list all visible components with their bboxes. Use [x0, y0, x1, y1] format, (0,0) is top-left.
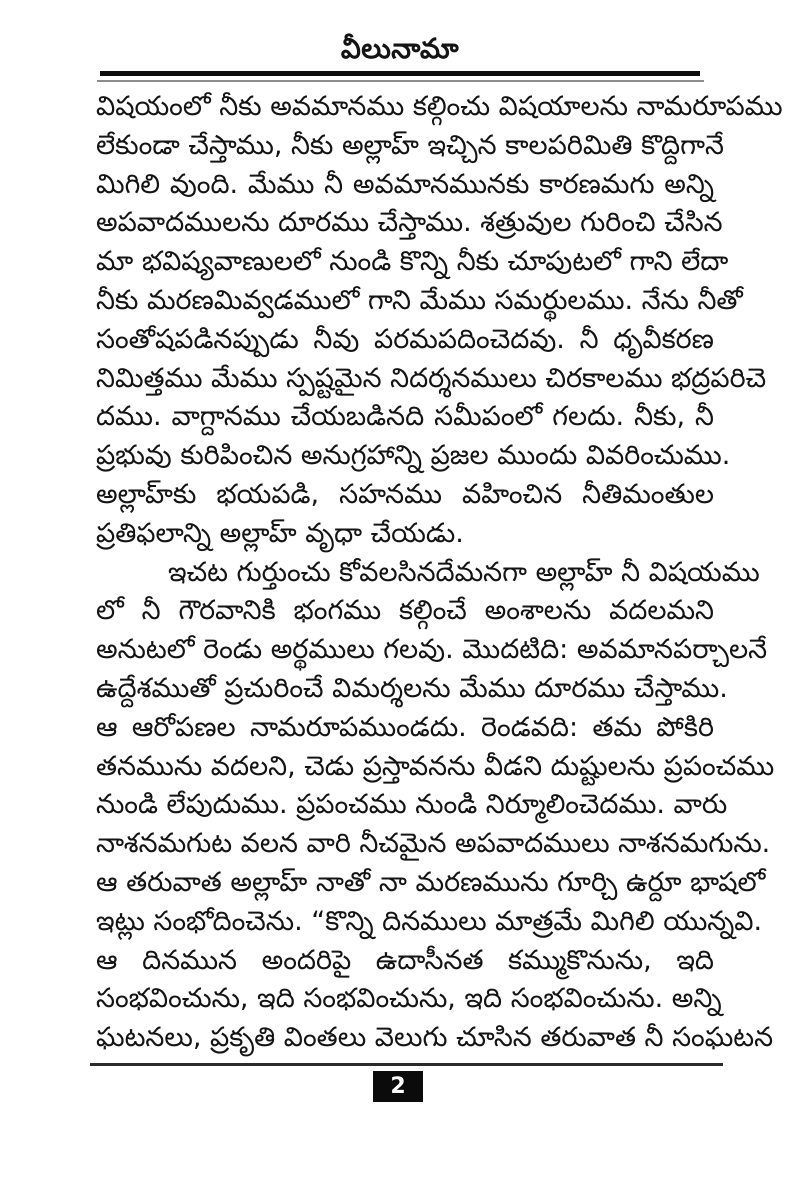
text-line: నిమిత్తము మేము స్పష్టమైన నిదర్శనములు చిరకాలము భద్రపరిచె: [96, 362, 767, 394]
text-line: ప్రతిఫలాన్ని అల్లాహ్ వృధా చేయడు.: [96, 517, 464, 549]
text-line: ఆ దినమున అందరిపై ఉదాసీనత కమ్ముకొనును, ఇది: [96, 944, 714, 976]
text-line: దము. వాగ్దానము చేయబడినది సమీపంలో గలదు. నీకు, నీ: [96, 401, 714, 433]
text-line: అపవాదములను దూరము చేస్తాము. శత్రువుల గురించి చేసిన: [96, 207, 723, 239]
header-rule-thin: [97, 80, 704, 82]
text-line: ఆ తరువాత అల్లాహ్ నాతో నా మరణమును గూర్చి ఉర్దూ భాషలో: [96, 866, 766, 898]
text-line: మిగిలి వుంది. మేము నీ అవమానమునకు కారణమగు అన్ని: [96, 168, 714, 200]
footer-rule: [90, 1063, 723, 1066]
page-title: వీలునామా: [340, 32, 460, 65]
text-line: లో నీ గౌరవానికి భంగము కల్గించే అంశాలను వదలమని: [96, 595, 714, 627]
page-number-badge: 2: [373, 1071, 423, 1102]
text-line: అనుటలో రెండు అర్థములు గలవు. మొదటిది: అవమానపర్చాలనే: [96, 634, 768, 666]
text-line: లేకుండా చేస్తాము, నీకు అల్లాహ్ ఇచ్చిన కాలపరిమితి కొద్దిగానే: [96, 129, 724, 161]
text-line: సంభవించును, ఇది సంభవించును, ఇది సంభవించును. అన్ని: [96, 983, 722, 1015]
text-line: ఇచట గుర్తుంచు కోవలసినదేమనగా అల్లాహ్ నీ విషయము: [168, 556, 760, 588]
text-line: నీకు మరణమివ్వడములో గాని మేము సమర్థులము. నేను నీతో: [96, 284, 743, 316]
text-line: ఉద్దేశముతో ప్రచురించే విమర్శలను మేము దూరము చేస్తాము.: [96, 672, 728, 704]
text-line: ఘటనలు, ప్రకృతి వింతలు వెలుగు చూసిన తరువాత నీ సంఘటన: [96, 1022, 774, 1054]
text-line: తనమును వదలని, చెడు ప్రస్తావనను వీడని దుష్టులను ప్రపంచము: [96, 750, 775, 782]
text-line: విషయంలో నీకు అవమానము కల్గించు విషయాలను నామరూపము: [96, 91, 783, 122]
text-line: ఆ ఆరోపణల నామరూపముండదు. రెండవది: తమ పోకిరి: [96, 711, 714, 743]
header-rule-thick: [100, 71, 700, 76]
page-body: [96, 88, 783, 1058]
text-line: నాశనమగుట వలన వారి నీచమైన అపవాదములు నాశనమగును.: [96, 828, 771, 860]
text-line: సంతోషపడినప్పుడు నీవు పరమపదించెదవు. నీ ధృవీకరణ: [96, 323, 714, 355]
text-line: మా భవిష్యవాణులలో నుండి కొన్ని నీకు చూపుటలో గాని లేదా: [96, 246, 729, 278]
text-line: నుండి లేపుదుము. ప్రపంచము నుండి నిర్మూలించెదము. వారు: [96, 789, 728, 821]
text-line: అల్లాహ్‌కు భయపడి, సహనము వహించిన నీతిమంతుల: [96, 478, 714, 510]
text-line: ప్రభువు కురిపించిన అనుగ్రహాన్ని ప్రజల ముందు వివరించుము.: [96, 440, 731, 472]
text-line: ఇట్లు సంభోదించెను. “కొన్ని దినములు మాత్రమే మిగిలి యున్నవి.: [96, 905, 763, 937]
